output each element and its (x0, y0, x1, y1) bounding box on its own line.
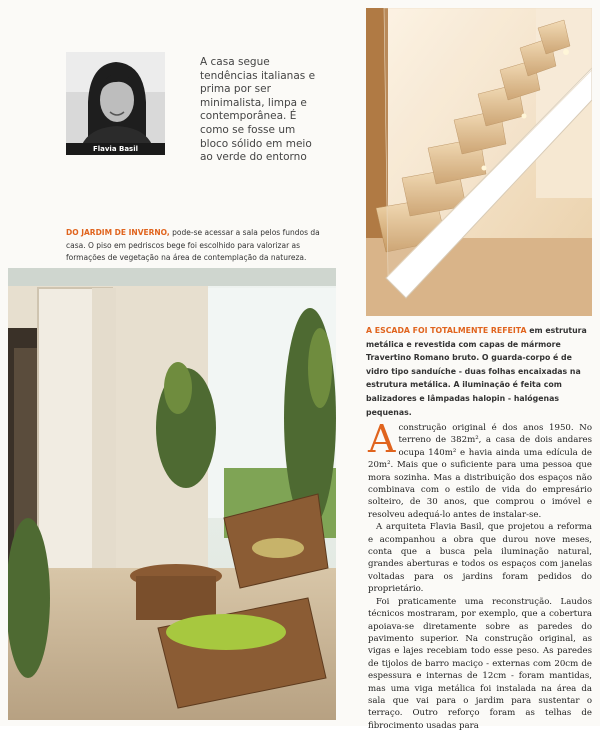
article-paragraph-1 (368, 417, 592, 521)
article-body (368, 417, 592, 732)
garden-caption (66, 227, 336, 265)
garden-caption-text: pode-se acessar a sala pelos fundos da casa. O piso em pedriscos bege foi escolhido para valorizar as formações de vegetação na área de contemplação da natureza. (66, 228, 320, 263)
article-paragraph-2: A arquiteta Flavia Basil, que projetou a reforma e acompanhou a obra que durou nove meses, conta que a busca pela iluminação natural, grandes aberturas e todos os espaços com janelas voltadas para os jardins foram pedidos do proprietário. (368, 522, 592, 595)
staircase-caption-lead: A ESCADA FOI TOTALMENTE REFEITA (366, 326, 527, 335)
paragraph-1-text: construção original é dos anos 1950. No terreno de 382m², a casa de dois andares ocupa 140m² e havia ainda uma edícula de 20m². Mais que o suficiente para uma pessoa que mora sozinha. Mas a distribuição dos espaços não combinava com o estilo de vida do empresário solteiro, de 30 anos, que comprou o imóvel e resolveu adequá-lo antes de instalar-se. (368, 423, 592, 520)
staircase-caption (366, 324, 592, 419)
portrait-caption: Flavia Basil (66, 143, 165, 155)
winter-garden-photo (8, 268, 336, 720)
architect-portrait (66, 52, 165, 150)
staircase-caption-text: em estrutura metálica e revestida com capas de mármore Travertino Romano bruto. O guarda-corpo é de vidro tipo sanduíche - duas folhas encaixadas na estrutura metálica. A iluminação é feita com balizadores e lâmpadas halopin - halógenas pequenas. (366, 326, 587, 417)
pull-quote: A casa segue tendências italianas e prima por ser minimalista, limpa e contemporânea. É como se fosse um bloco sólido em meio ao verde do entorno (200, 56, 316, 164)
staircase-photo (366, 8, 592, 316)
article-paragraph-3: Foi praticamente uma reconstrução. Laudos técnicos mostraram, por exemplo, que a cobertura apoiava-se diretamente sobre as paredes do pavimento superior. Na construção original, as vigas e lajes recebiam todo esse peso. As paredes de tijolos de barro maciço - externas com 20cm de espessura e internas de 12cm - foram mantidas, mas uma viga metálica foi instalada na área da sala que vai para o jardim para sustentar o terraço. Outro reforço foram as telhas de fibrocimento usadas para (368, 596, 592, 731)
drop-cap: A (368, 417, 396, 461)
garden-caption-lead: DO JARDIM DE INVERNO, (66, 228, 170, 237)
